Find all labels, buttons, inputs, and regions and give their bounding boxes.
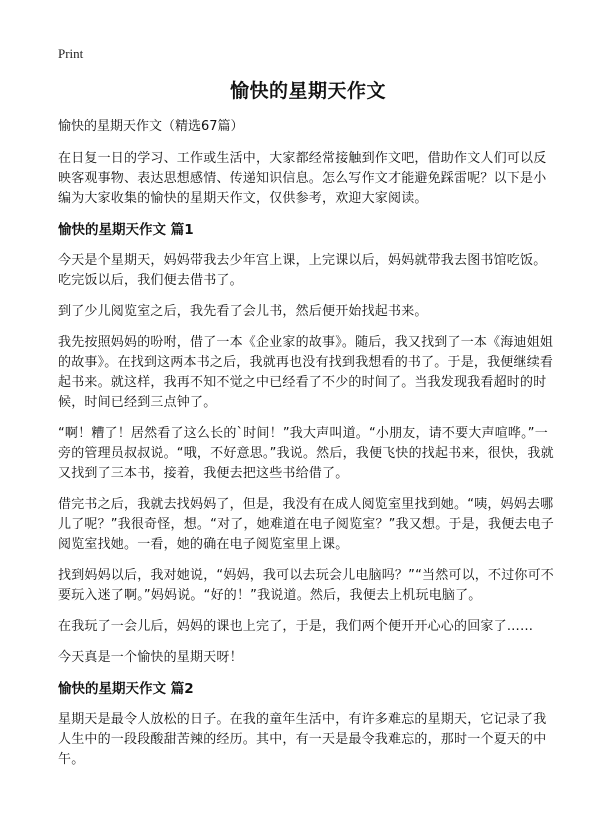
print-link[interactable]: Print	[58, 46, 84, 61]
paragraph: 借完书之后，我就去找妈妈了，但是，我没有在成人阅览室里找到她。“咦，妈妈去哪儿了呢？”我很奇怪，想。“对了，她难道在电子阅览室？”我又想。于是，我便去电子阅览室找她。一看，她的确在电子阅览室里上课。	[58, 497, 555, 552]
article	[58, 78, 558, 781]
paragraph: “啊！糟了！居然看了这么长的`时间！”我大声叫道。“小朋友，请不要大声喧哗。”一旁的管理员叔叔说。“哦，不好意思。”我说。然后，我便飞快的找起书来，很快，我就又找到了三本书，接着，我便去把这些书给借了。	[58, 426, 554, 481]
paragraph: 今天是个星期天，妈妈带我去少年宫上课，上完课以后，妈妈就带我去图书馆吃饭。吃完饭以后，我们便去借书了。	[58, 253, 547, 288]
paragraph: 找到妈妈以后，我对她说，“妈妈，我可以去玩会儿电脑吗？”“当然可以，不过你可不要玩入迷了啊。”妈妈说。“好的！”我说道。然后，我便去上机玩电脑了。	[58, 568, 555, 603]
section-heading-1: 愉快的星期天作文 篇1	[58, 222, 194, 238]
article-subtitle: 愉快的星期天作文（精选67篇）	[58, 119, 244, 134]
paragraph: 我先按照妈妈的吩咐，借了一本《企业家的故事》。随后，我又找到了一本《海迪姐姐的故事》。在找到这两本书之后，我就再也没有找到我想看的书了。于是，我便继续看起书来。就这样，我再不知不觉之中已经看了不少的时间了。当我发现我看超时的时候，时间已经到三点钟了。	[58, 335, 554, 410]
paragraph: 星期天是最令人放松的日子。在我的童年生活中，有许多难忘的星期天，它记录了我人生中的一段段酸甜苦辣的经历。其中，有一天是最令我难忘的，那时一个夏天的中午。	[58, 712, 547, 767]
paragraph: 到了少儿阅览室之后，我先看了会儿书，然后便开始找起书来。	[58, 304, 428, 319]
paragraph: 在我玩了一会儿后，妈妈的课也上完了，于是，我们两个便开开心心的回家了……	[58, 619, 534, 634]
page-title: 愉快的星期天作文	[229, 80, 386, 102]
intro-paragraph: 在日复一日的学习、工作或生活中，大家都经常接触到作文吧，借助作文人们可以反映客观事物、表达思想感情、传递知识信息。怎么写作文才能避免踩雷呢？以下是小编为大家收集的愉快的星期天作文，仅供参考，欢迎大家阅读。	[58, 151, 547, 206]
section-heading-2: 愉快的星期天作文 篇2	[58, 681, 194, 697]
paragraph: 今天真是一个愉快的星期天呀！	[58, 650, 243, 665]
